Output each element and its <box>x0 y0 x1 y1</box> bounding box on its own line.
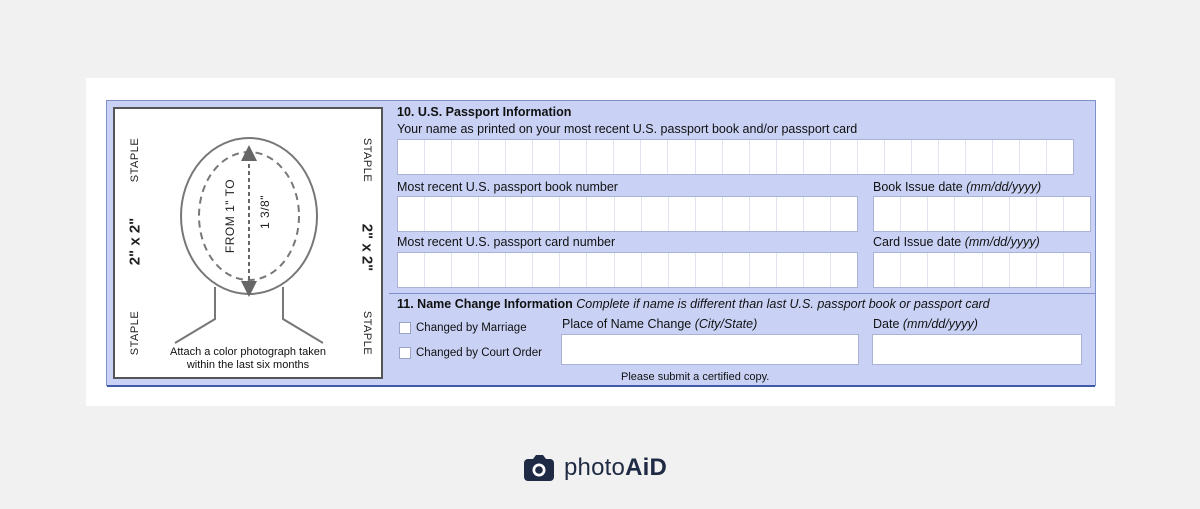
section-11-title: Name Change Information <box>417 297 573 311</box>
staple-label-top-left: STAPLE <box>129 137 142 183</box>
passport-form-section <box>106 100 1096 386</box>
book-issue-date-input[interactable] <box>873 196 1091 232</box>
form-bottom-border <box>107 385 1095 387</box>
section-11-number: 11. <box>397 297 414 311</box>
card-issue-text: Card Issue date <box>873 235 962 249</box>
section-10-title: U.S. Passport Information <box>417 105 572 119</box>
place-of-name-change-input[interactable] <box>561 334 859 365</box>
staple-label-bottom-right: STAPLE <box>361 310 374 356</box>
section-10-heading <box>397 105 571 119</box>
date-text: Date <box>873 317 900 331</box>
court-order-label: Changed by Court Order <box>416 347 542 359</box>
to-size-label: 1 3/8" <box>257 195 272 229</box>
date-format: (mm/dd/yyyy) <box>902 317 978 331</box>
photo-caption <box>115 346 381 372</box>
place-text: Place of Name Change <box>562 317 692 331</box>
form-card <box>86 78 1115 406</box>
dimension-label-left: 2" x 2" <box>126 217 144 266</box>
form-fields-area <box>389 101 1095 385</box>
dimension-label-right: 2" x 2" <box>358 223 376 272</box>
changed-by-court-order-option[interactable] <box>399 347 542 359</box>
place-format: (City/State) <box>694 317 758 331</box>
section-10-number: 10. <box>397 105 415 119</box>
card-issue-format: (mm/dd/yyyy) <box>964 235 1040 249</box>
photo-attachment-area <box>113 107 383 379</box>
logo-text <box>564 454 667 482</box>
head-outline-diagram <box>115 109 381 377</box>
logo-text-plain: photo <box>564 454 626 481</box>
changed-by-marriage-option[interactable] <box>399 322 527 334</box>
section-11-heading <box>397 297 990 311</box>
card-issue-date-label <box>873 235 1040 249</box>
camera-icon <box>522 452 556 484</box>
marriage-checkbox[interactable] <box>399 322 411 334</box>
from-size-label: FROM 1" TO <box>223 178 238 254</box>
logo-text-bold: AiD <box>625 454 667 481</box>
arrow-up-icon <box>241 145 257 161</box>
place-of-name-change-label <box>562 317 757 331</box>
staple-label-bottom-left: STAPLE <box>129 310 142 356</box>
section-11-subtitle: Complete if name is different than last U.S. passport book or passport card <box>576 297 990 311</box>
name-change-date-label <box>873 317 978 331</box>
neck-right-line <box>283 287 323 343</box>
staple-label-top-right: STAPLE <box>361 137 374 183</box>
book-issue-date-label <box>873 180 1041 194</box>
name-change-date-input[interactable] <box>872 334 1082 365</box>
book-number-input[interactable] <box>397 196 858 232</box>
photo-caption-line2: within the last six months <box>186 359 310 371</box>
book-issue-format: (mm/dd/yyyy) <box>966 180 1042 194</box>
name-label: Your name as printed on your most recent U.S. passport book and/or passport card <box>397 122 858 136</box>
book-number-label: Most recent U.S. passport book number <box>397 180 618 194</box>
book-issue-text: Book Issue date <box>873 180 963 194</box>
photoaid-logo <box>522 452 667 484</box>
marriage-label: Changed by Marriage <box>416 322 527 334</box>
passport-name-input[interactable] <box>397 139 1074 175</box>
card-issue-date-input[interactable] <box>873 252 1091 288</box>
card-number-label: Most recent U.S. passport card number <box>397 235 616 249</box>
neck-left-line <box>175 287 215 343</box>
section-divider <box>389 293 1095 294</box>
card-number-input[interactable] <box>397 252 858 288</box>
court-order-checkbox[interactable] <box>399 347 411 359</box>
photo-caption-line1: Attach a color photograph taken <box>170 346 326 358</box>
certified-copy-note: Please submit a certified copy. <box>621 371 770 383</box>
